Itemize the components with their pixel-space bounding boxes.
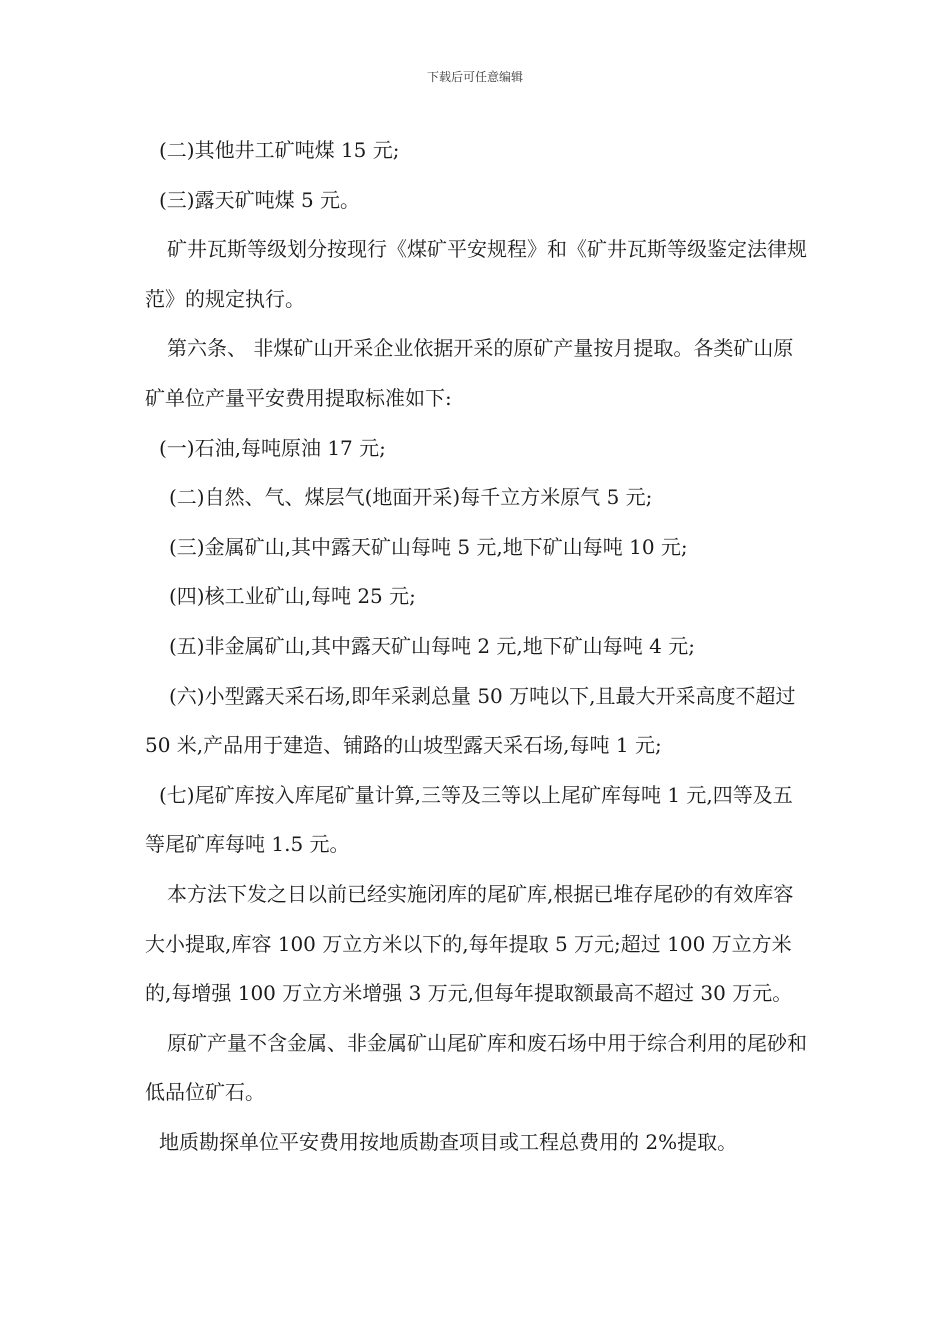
- paragraph-closed-tailings: 本方法下发之日以前已经实施闭库的尾矿库,根据已堆存尾砂的有效库容大小提取,库容 100 万立方米以下的,每年提取 5 万元;超过 100 万立方米的,每增强 100 万立方米增强 3 万元,但每年提取额最高不超过 30 万元。: [145, 881, 794, 1006]
- paragraph-metal-mine: (三)金属矿山,其中露天矿山每吨 5 元,地下矿山每吨 10 元;: [169, 534, 688, 559]
- paragraph-article-six: 第六条、 非煤矿山开采企业依据开采的原矿产量按月提取。各类矿山原矿单位产量平安费用提取标准如下:: [145, 336, 794, 410]
- paragraph-oil: (一)石油,每吨原油 17 元;: [159, 435, 386, 460]
- paragraph-tailings-pond: (七)尾矿库按入库尾矿量计算,三等及三等以上尾矿库每吨 1 元,四等及五等尾矿库每吨 1.5 元。: [145, 782, 793, 857]
- paragraph-open-pit-mine: (三)露天矿吨煤 5 元。: [159, 187, 361, 212]
- paragraph-natural-gas: (二)自然、气、煤层气(地面开采)每千立方米原气 5 元;: [169, 485, 653, 510]
- document-body: [145, 126, 810, 1167]
- paragraph-geological-survey: 地质勘探单位平安费用按地质勘查项目或工程总费用的 2%提取。: [159, 1129, 738, 1154]
- paragraph-gas-grade: 矿井瓦斯等级划分按现行《煤矿平安规程》和《矿井瓦斯等级鉴定法律规范》的规定执行。: [145, 237, 807, 311]
- paragraph-nuclear-mine: (四)核工业矿山,每吨 25 元;: [169, 584, 416, 609]
- paragraph-nonmetal-mine: (五)非金属矿山,其中露天矿山每吨 2 元,地下矿山每吨 4 元;: [169, 633, 695, 658]
- paragraph-other-shaft-mine: (二)其他井工矿吨煤 15 元;: [159, 138, 400, 162]
- page-header: 下载后可任意编辑: [426, 70, 523, 84]
- paragraph-ore-output-exclusion: 原矿产量不含金属、非金属矿山尾矿库和废石场中用于综合利用的尾砂和低品位矿石。: [145, 1030, 807, 1105]
- paragraph-small-quarry: (六)小型露天采石场,即年采剥总量 50 万吨以下,且最大开采高度不超过 50 米,产品用于建造、铺路的山坡型露天采石场,每吨 1 元;: [145, 683, 796, 758]
